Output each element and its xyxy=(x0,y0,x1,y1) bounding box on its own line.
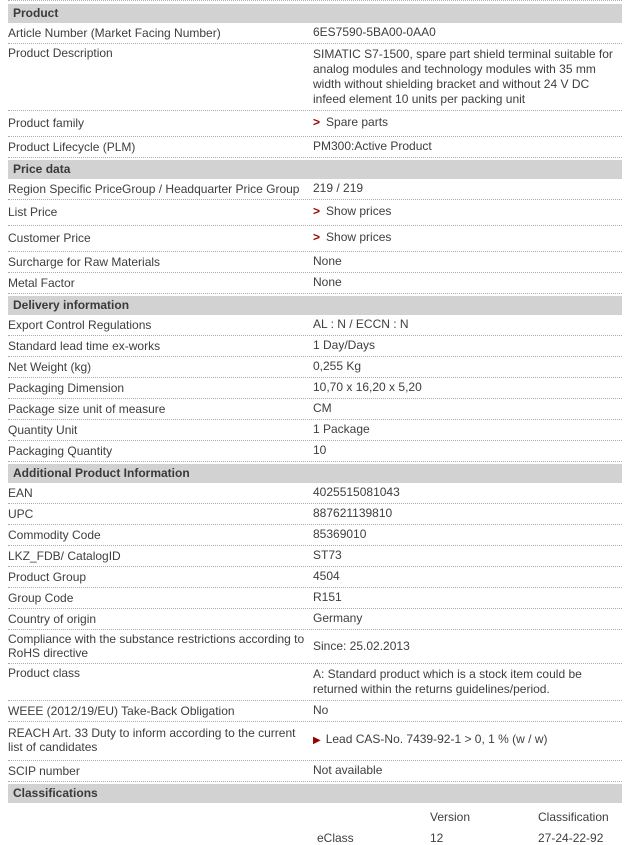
section-header-classifications: Classifications xyxy=(8,784,622,803)
section-header: Additional Product Information xyxy=(8,464,622,483)
row-label: Net Weight (kg) xyxy=(8,359,92,374)
row-value: R151 xyxy=(313,590,342,604)
row-label: LKZ_FDB/ CatalogID xyxy=(8,548,121,563)
table-row xyxy=(8,273,622,294)
row-label: SCIP number xyxy=(8,763,80,778)
section-header: Product xyxy=(8,4,622,23)
table-row xyxy=(8,722,622,761)
row-value: Not available xyxy=(313,763,383,777)
row-value: ST73 xyxy=(313,548,342,562)
table-row xyxy=(8,609,622,630)
table-row xyxy=(8,357,622,378)
table-row xyxy=(8,546,622,567)
row-value: 887621139810 xyxy=(313,506,393,520)
table-row xyxy=(8,664,622,701)
row-label: Article Number (Market Facing Number) xyxy=(8,25,221,40)
table-row xyxy=(8,44,622,111)
table-row xyxy=(8,630,622,664)
classification-system-name: eClass xyxy=(317,831,354,845)
table-row xyxy=(8,111,622,137)
row-value: A: Standard product which is a stock item could be returned within the returns guidelines/period. xyxy=(313,667,582,696)
chevron-right-icon: > xyxy=(313,204,321,218)
row-value: 4504 xyxy=(313,569,340,583)
row-label: Country of origin xyxy=(8,611,97,626)
row-label: Package size unit of measure xyxy=(8,401,166,416)
column-header-version: Version xyxy=(430,810,471,824)
triangle-right-icon: ▶ xyxy=(313,735,321,746)
classifications-spacer-cell xyxy=(317,810,430,824)
row-label: Surcharge for Raw Materials xyxy=(8,254,161,269)
row-label: Packaging Quantity xyxy=(8,443,113,458)
row-label: Product Group xyxy=(8,569,87,584)
list-price-show-prices-link[interactable] xyxy=(313,204,622,219)
classification-code-value: 27-24-22-92 xyxy=(538,831,604,845)
table-row xyxy=(8,226,622,252)
table-row xyxy=(8,761,622,782)
product-detail-page xyxy=(8,0,622,845)
table-row xyxy=(8,315,622,336)
row-label: Metal Factor xyxy=(8,275,75,290)
table-row xyxy=(8,701,622,722)
row-label: EAN xyxy=(8,485,33,500)
row-value: 1 Day/Days xyxy=(313,338,376,352)
table-row xyxy=(8,483,622,504)
row-label: Product family xyxy=(8,115,85,130)
row-value: SIMATIC S7-1500, spare part shield terminal suitable for analog modules and technology modules with 35 mm width without shielding bracket and without 24 V DC infeed element 10 units per packing unit xyxy=(313,47,613,106)
customer-price-show-prices-link[interactable] xyxy=(313,230,622,245)
table-row xyxy=(8,525,622,546)
table-row xyxy=(8,441,622,462)
row-value: 1 Package xyxy=(313,422,370,436)
link-label: Show prices xyxy=(326,230,392,244)
row-label: Standard lead time ex-works xyxy=(8,338,161,353)
table-row xyxy=(8,137,622,158)
row-value: 219 / 219 xyxy=(313,181,364,195)
row-label: Quantity Unit xyxy=(8,422,78,437)
section-header: Delivery information xyxy=(8,296,622,315)
link-label: Show prices xyxy=(326,204,392,218)
row-label: Customer Price xyxy=(8,230,91,245)
table-row xyxy=(8,179,622,200)
row-label: WEEE (2012/19/EU) Take-Back Obligation xyxy=(8,703,235,718)
section-header: Price data xyxy=(8,160,622,179)
reach-substance-link[interactable] xyxy=(313,732,622,748)
table-row xyxy=(8,378,622,399)
row-value: PM300:Active Product xyxy=(313,139,432,153)
classification-version-value: 12 xyxy=(430,831,444,845)
row-label: Product Description xyxy=(8,46,113,60)
table-row xyxy=(8,252,622,273)
row-value: 0,255 Kg xyxy=(313,359,362,373)
row-value: 6ES7590-5BA00-0AA0 xyxy=(313,25,436,39)
row-value: No xyxy=(313,703,329,717)
table-row xyxy=(8,567,622,588)
classifications-table xyxy=(8,810,622,845)
row-label: Region Specific PriceGroup / Headquarter Price Group xyxy=(8,181,300,196)
table-row xyxy=(8,504,622,525)
row-label: List Price xyxy=(8,204,58,219)
row-value: Since: 25.02.2013 xyxy=(313,638,410,653)
classifications-spacer-cell xyxy=(8,831,317,845)
chevron-right-icon: > xyxy=(313,230,321,244)
product-family-link[interactable] xyxy=(313,115,622,130)
table-row xyxy=(8,420,622,441)
row-label: Packaging Dimension xyxy=(8,380,125,395)
row-label: Group Code xyxy=(8,590,74,605)
row-value: 85369010 xyxy=(313,527,367,541)
row-label: Commodity Code xyxy=(8,527,101,542)
row-label: UPC xyxy=(8,506,34,521)
link-label: Lead CAS-No. 7439-92-1 > 0, 1 % (w / w) xyxy=(325,732,548,746)
column-header-classification: Classification xyxy=(538,810,609,824)
row-label: REACH Art. 33 Duty to inform according to the current list of candidates xyxy=(8,726,296,754)
link-label: Spare parts xyxy=(326,115,389,129)
row-value: 4025515081043 xyxy=(313,485,400,499)
row-label: Compliance with the substance restrictions according to RoHS directive xyxy=(8,632,305,660)
table-row xyxy=(8,23,622,44)
row-value: Germany xyxy=(313,611,363,625)
row-label: Export Control Regulations xyxy=(8,317,152,332)
row-label: Product class xyxy=(8,666,81,680)
row-value: None xyxy=(313,275,342,289)
classifications-spacer-cell xyxy=(8,810,317,824)
chevron-right-icon: > xyxy=(313,115,321,129)
row-value: 10 xyxy=(313,443,327,457)
row-label: Product Lifecycle (PLM) xyxy=(8,139,136,154)
table-row xyxy=(8,588,622,609)
product-data-table xyxy=(8,4,622,782)
table-row xyxy=(8,200,622,226)
row-value: AL : N / ECCN : N xyxy=(313,317,409,331)
row-value: None xyxy=(313,254,342,268)
row-value: CM xyxy=(313,401,332,415)
row-value: 10,70 x 16,20 x 5,20 xyxy=(313,380,422,394)
table-row xyxy=(8,336,622,357)
table-row xyxy=(8,399,622,420)
